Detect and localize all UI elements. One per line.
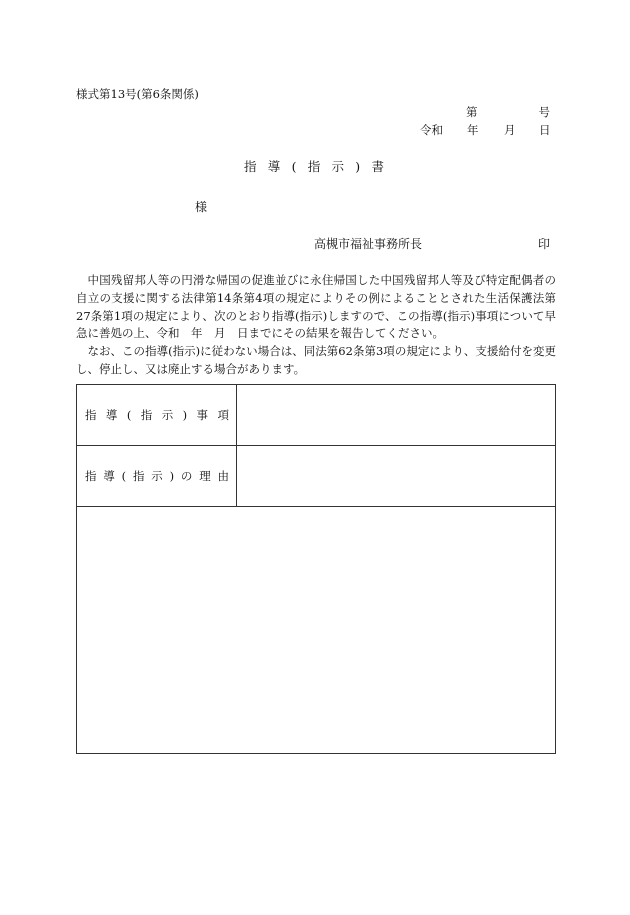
label-char: 指 (140, 408, 153, 422)
number-prefix: 第 (466, 105, 478, 119)
title-char: 導 (267, 159, 281, 174)
body-paragraph: なお、この指導(指示)に従わない場合は、同法第62条第3項の規定により、支援給付を変更し、停止し、又は廃止する場合があります。 (76, 344, 556, 376)
body-paragraph: 中国残留邦人等の円滑な帰国の促進並びに永住帰国した中国残留邦人等及び特定配偶者の自立の支援に関する法律第14条第4項の規定によりその例によることとされた生活保護法第27条第1項の規定により、次のとおり指導(指示)しますので、この指導(指示)事項について早急に善処の上、令和 年 月 日までにその結果を報告してください。 (76, 273, 556, 341)
label-char: ) (169, 469, 175, 483)
date-day-unit: 日 (539, 123, 551, 137)
issuer-name: 高槻市福祉事務所長 (314, 237, 423, 251)
date-era: 令和 (420, 123, 443, 137)
label-char: 項 (217, 408, 229, 422)
addressee-suffix: 様 (195, 200, 208, 214)
details-area[interactable] (77, 507, 555, 753)
form-number: 様式第13号(第6条関係) (76, 87, 199, 101)
title-char: 指 (244, 159, 257, 174)
guidance-matter-field[interactable] (237, 385, 555, 445)
body-text (76, 272, 556, 379)
label-char: 導 (103, 469, 115, 483)
label-char: 事 (196, 408, 209, 422)
document-title (244, 161, 384, 174)
label-char: ( (126, 408, 132, 422)
date-year-unit: 年 (467, 123, 479, 137)
label-char: 指 (85, 469, 97, 483)
label-char: の (180, 469, 193, 483)
label-char: ) (182, 408, 188, 422)
guidance-reason-field[interactable] (237, 446, 555, 506)
label-char: 由 (217, 469, 229, 483)
guidance-reason-label (77, 446, 237, 506)
title-char: 書 (371, 159, 384, 174)
label-char: 理 (199, 469, 211, 483)
guidance-matter-row (77, 385, 555, 446)
label-char: 導 (105, 408, 118, 422)
label-char: 示 (151, 469, 163, 483)
title-char: 示 (331, 159, 345, 174)
label-char: 指 (85, 408, 97, 422)
date-month-unit: 月 (504, 123, 516, 137)
guidance-table (76, 384, 556, 754)
label-char: 示 (161, 408, 174, 422)
guidance-reason-row (77, 446, 555, 507)
title-char: 指 (307, 159, 321, 174)
guidance-matter-label (77, 385, 237, 445)
number-suffix: 号 (538, 105, 550, 119)
label-char: ( (121, 469, 127, 483)
title-char: ) (355, 159, 361, 174)
date-line (420, 125, 550, 139)
label-char: 指 (132, 469, 145, 483)
seal-mark: 印 (538, 237, 551, 251)
title-char: ( (291, 159, 297, 174)
